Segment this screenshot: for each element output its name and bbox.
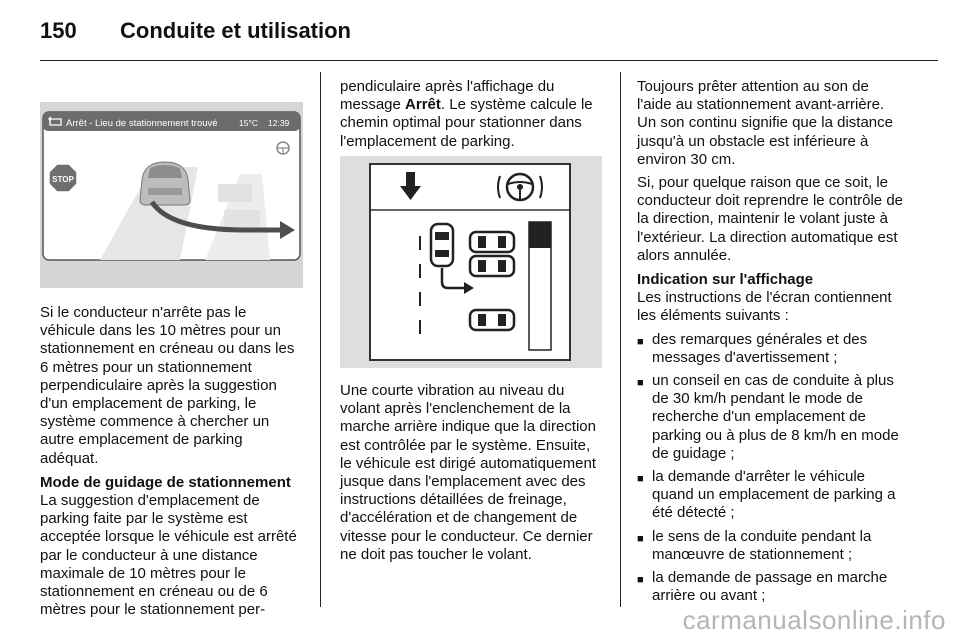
screen-status-text: Arrêt - Lieu de stationnement trouvé xyxy=(66,118,218,129)
bullet-square-icon: ■ xyxy=(637,473,644,486)
section-heading: Indication sur l'affichage xyxy=(637,271,814,289)
parked-car-icon xyxy=(470,310,514,330)
page-number: 150 xyxy=(40,18,77,43)
bullet-square-icon: ■ xyxy=(637,335,644,348)
parked-car-icon xyxy=(470,256,514,276)
stop-sign-icon xyxy=(49,164,77,192)
bullet-item: ■ des remarques générales et des messages d'avertissement ; xyxy=(637,330,868,366)
column-divider xyxy=(320,72,321,607)
bullet-item: ■ la demande de passage en marche arrière ou avant ; xyxy=(637,569,888,605)
column-divider xyxy=(620,72,621,607)
bullet-item: ■ un conseil en cas de conduite à plus de 30 km/h pendant le mode de recherche d'un emplacement de parking ou à plus de 8 km/h en mode de guidage ; xyxy=(637,372,899,462)
distance-bar-icon xyxy=(529,222,551,350)
page-header xyxy=(40,18,351,44)
own-vehicle-icon xyxy=(431,224,453,266)
column-2-lower xyxy=(340,382,605,564)
column-3 xyxy=(637,78,905,605)
guidance-display-illustration xyxy=(340,156,602,368)
column-2 xyxy=(340,78,605,151)
body-paragraph: Si le conducteur n'arrête pas le véhicule dans les 10 mètres pour un stationnement en créneau ou dans les 6 mètres pour un stationnement perpendiculaire après la suggestion d'un emplacement de parking, le système commence à chercher un autre emplacement de parking adéquat. xyxy=(40,304,295,467)
bullet-square-icon: ■ xyxy=(637,574,644,587)
body-paragraph: Toujours prêter attention au son de l'aide au stationnement avant-arrière. Un son continu signifie que la distance jusqu'à un obstacle est inférieure à environ 30 cm. xyxy=(637,78,893,168)
bullet-item: ■ le sens de la conduite pendant la manœuvre de stationnement ; xyxy=(637,527,872,563)
display-screen-illustration xyxy=(40,102,303,288)
car-icon xyxy=(140,162,190,205)
guidance-display-figure xyxy=(340,156,602,368)
watermark: carmanualsonline.info xyxy=(682,605,946,635)
display-screen-figure xyxy=(40,102,303,288)
section-heading: Mode de guidage de stationnement xyxy=(40,473,291,491)
header-rule xyxy=(40,60,938,61)
message-name: Arrêt xyxy=(405,96,441,114)
body-paragraph: Les instructions de l'écran contiennent les éléments suivants : xyxy=(637,289,892,325)
body-paragraph: La suggestion d'emplacement de parking faite par le système est acceptée lorsque le véhicule est arrêté par le conducteur à une distance maximale de 10 mètres pour le stationnement en créneau ou de 6 mètres pour le stationnement per- xyxy=(40,492,297,619)
screen-clock: 12:39 xyxy=(268,118,290,128)
screen-temperature: 15°C xyxy=(239,118,258,128)
bullet-item: ■ la demande d'arrêter le véhicule quand un emplacement de parking a été détecté ; xyxy=(637,468,896,522)
body-paragraph: Si, pour quelque raison que ce soit, le conducteur doit reprendre le contrôle de la direction, maintenir le volant juste à l'extérieur. La direction automatique est alors annulée. xyxy=(637,174,904,264)
page-title: Conduite et utilisation xyxy=(120,18,351,43)
stop-sign-text: STOP xyxy=(52,175,74,184)
body-paragraph: Une courte vibration au niveau du volant après l'enclenchement de la marche arrière indique que la direction est contrôlée par le système. Ensuite, le véhicule est dirigé automatiquement jusque dans l'emplacement avec des instructions détaillées de freinage, d'accélération et de changement de vitesse pour le conducteur. Ce dernier ne doit pas toucher le volant. xyxy=(340,382,596,563)
bullet-square-icon: ■ xyxy=(637,377,644,390)
body-paragraph: pendiculaire après l'affichage du message Arrêt. Le système calcule le chemin optimal pour stationner dans l'emplacement de parking. xyxy=(340,78,593,150)
parked-car-icon xyxy=(470,232,514,252)
column-1 xyxy=(40,304,305,619)
bullet-square-icon: ■ xyxy=(637,532,644,545)
